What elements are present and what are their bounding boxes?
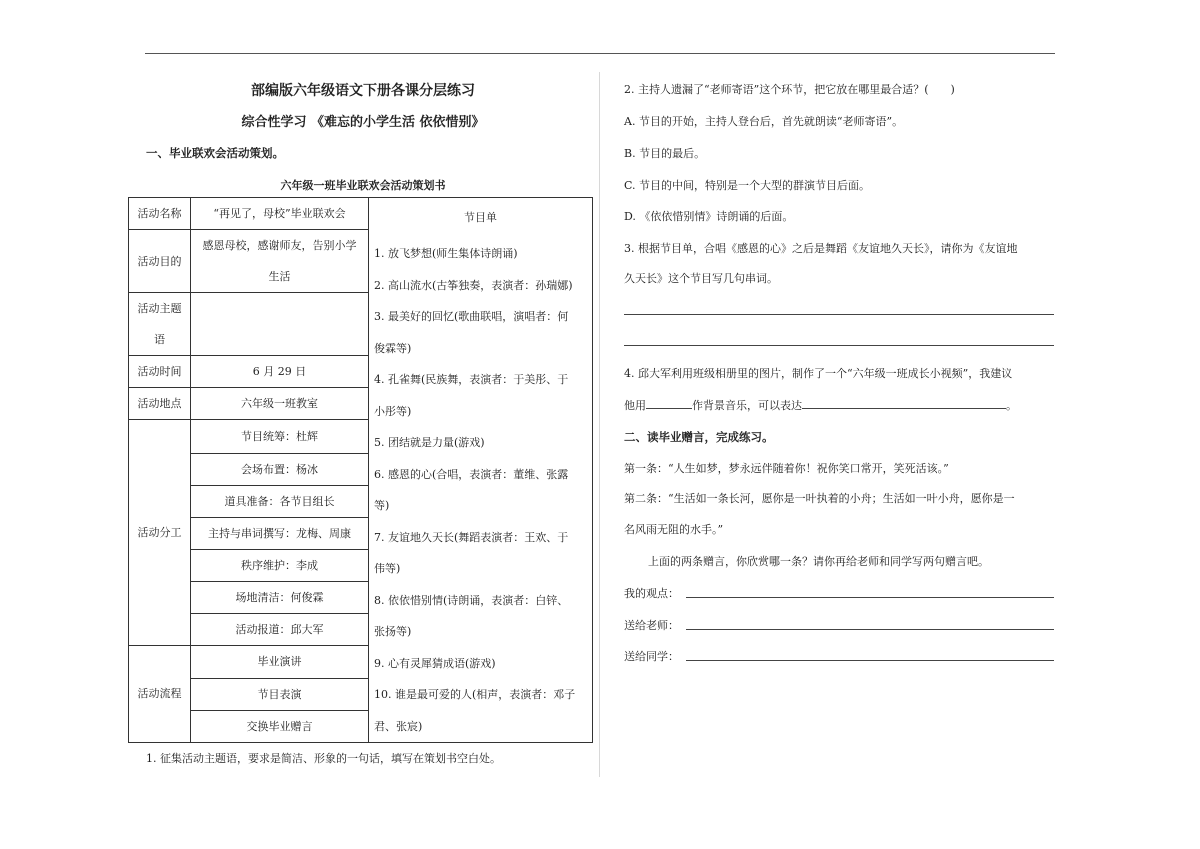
q4-music-blank[interactable] <box>646 408 692 409</box>
label-activity-place: 活动地点 <box>129 388 191 420</box>
division-item: 道具准备：各节目组长 <box>191 485 369 517</box>
label-activity-goal: 活动目的 <box>129 230 191 293</box>
theme-label-line: 活动主题 <box>137 302 182 315</box>
flow-item: 毕业演讲 <box>191 645 369 679</box>
label-activity-time: 活动时间 <box>129 356 191 388</box>
program-line: 俊霖等) <box>374 341 412 355</box>
q2-option-c: C. 节目的中间，特别是一个大型的群演节目后面。 <box>624 179 871 192</box>
program-line: 10. 谁是最可爱的人(相声，表演者：邓子 <box>374 688 576 701</box>
program-line: 张扬等) <box>374 625 412 638</box>
label-activity-theme <box>129 293 191 356</box>
table-title: 六年级一班毕业联欢会活动策划书 <box>280 179 446 192</box>
flow-item: 交换毕业赠言 <box>191 711 369 743</box>
value-activity-time: 6 月 29 日 <box>191 356 369 388</box>
value-activity-goal <box>191 230 369 293</box>
plan-table <box>128 197 593 743</box>
label-activity-name: 活动名称 <box>129 198 191 230</box>
question-4-line2 <box>624 397 1017 413</box>
question-3-line2: 久天长》这个节目写几句串词。 <box>624 272 778 285</box>
column-divider <box>599 72 600 777</box>
program-header: 节目单 <box>464 211 497 224</box>
program-line: 君、张宸) <box>374 719 423 733</box>
division-item: 主持与串词撰写：龙梅、周康 <box>191 517 369 549</box>
program-line: 9. 心有灵犀猜成语(游戏) <box>374 656 496 670</box>
program-line: 6. 感恩的心(合唱，表演者：董维、张露 <box>374 467 569 481</box>
flow-item: 节目表演 <box>191 679 369 711</box>
q2-option-a: A. 节目的开始，主持人登台后，首先就朗读“老师寄语”。 <box>624 115 904 128</box>
program-line: 3. 最美好的回忆(歌曲联唱，演唱者：何 <box>374 310 569 323</box>
value-activity-place: 六年级一班教室 <box>191 388 369 420</box>
section2-heading: 二、读毕业赠言，完成练习。 <box>624 430 774 444</box>
label-my-view: 我的观点： <box>624 587 679 600</box>
program-line: 伟等) <box>374 562 401 575</box>
label-to-teacher: 送给老师： <box>624 619 679 632</box>
program-line: 小彤等) <box>374 404 412 418</box>
program-line: 2. 高山流水(古筝独奏，表演者：孙瑞娜) <box>374 278 573 292</box>
classmate-answer-line[interactable] <box>686 660 1054 661</box>
q2-option-b: B. 节目的最后。 <box>624 147 706 160</box>
q4-text: 。 <box>1006 399 1017 412</box>
label-activity-flow: 活动流程 <box>129 645 191 743</box>
value-activity-name: “再见了，母校”毕业联欢会 <box>191 198 369 230</box>
q3-answer-line[interactable] <box>624 345 1054 346</box>
division-item: 活动报道：邱大军 <box>191 613 369 645</box>
program-line: 5. 团结就是力量(游戏) <box>374 436 485 449</box>
quote-2-line1: 第二条：“生活如一条长河，愿你是一叶执着的小舟；生活如一叶小舟，愿你是一 <box>624 492 1015 505</box>
q3-answer-line[interactable] <box>624 314 1054 315</box>
question-4-line1: 4. 邱大军利用班级相册里的图片，制作了一个“六年级一班成长小视频”，我建议 <box>624 367 1013 380</box>
division-item: 秩序维护：李成 <box>191 549 369 581</box>
goal-line: 感恩母校，感谢师友，告别小学 <box>202 239 357 252</box>
program-line: 等) <box>374 499 390 512</box>
program-line: 7. 友谊地久天长(舞蹈表演者：王欢、于 <box>374 530 569 544</box>
page-title: 部编版六年级语文下册各课分层练习 <box>251 83 475 99</box>
question-3-line1: 3. 根据节目单，合唱《感恩的心》之后是舞蹈《友谊地久天长》，请你为《友谊地 <box>624 242 1018 255</box>
my-view-answer-line[interactable] <box>686 597 1054 598</box>
header-rule <box>145 53 1055 54</box>
question-1: 1. 征集活动主题语，要求是简洁、形象的一句话，填写在策划书空白处。 <box>146 752 501 765</box>
division-item: 场地清洁：何俊霖 <box>191 581 369 613</box>
quote-2-line2: 名风雨无阻的水手。” <box>624 523 724 536</box>
section1-heading: 一、毕业联欢会活动策划。 <box>146 146 284 160</box>
label-to-classmate: 送给同学： <box>624 650 679 663</box>
question-2: 2. 主持人遗漏了“老师寄语”这个环节，把它放在哪里最合适？( ) <box>624 83 955 96</box>
quote-1: 第一条：“人生如梦，梦永远伴随着你！祝你笑口常开，笑死活该。” <box>624 462 949 475</box>
instruction: 上面的两条赠言，你欣赏哪一条？请你再给老师和同学写两句赠言吧。 <box>648 555 989 568</box>
goal-line: 生活 <box>268 270 291 283</box>
q4-text: 他用 <box>624 399 646 412</box>
program-line: 4. 孔雀舞(民族舞，表演者：于美彤、于 <box>374 373 569 386</box>
theme-label-line: 语 <box>154 333 165 346</box>
program-line: 1. 放飞梦想(师生集体诗朗诵) <box>374 247 518 260</box>
q2-option-d: D. 《依依惜别情》诗朗诵的后面。 <box>624 210 794 223</box>
theme-blank-cell[interactable] <box>191 293 369 356</box>
program-line: 8. 依依惜别情(诗朗诵，表演者：白锌、 <box>374 593 569 607</box>
program-list <box>369 198 593 743</box>
teacher-answer-line[interactable] <box>686 629 1054 630</box>
label-activity-division: 活动分工 <box>129 420 191 646</box>
division-item: 节目统筹：杜辉 <box>191 420 369 454</box>
q4-text: 作背景音乐，可以表达 <box>692 399 802 412</box>
division-item: 会场布置：杨冰 <box>191 453 369 485</box>
q4-express-blank[interactable] <box>802 408 1006 409</box>
page-subtitle: 综合性学习 《难忘的小学生活 依依惜别》 <box>241 115 485 130</box>
